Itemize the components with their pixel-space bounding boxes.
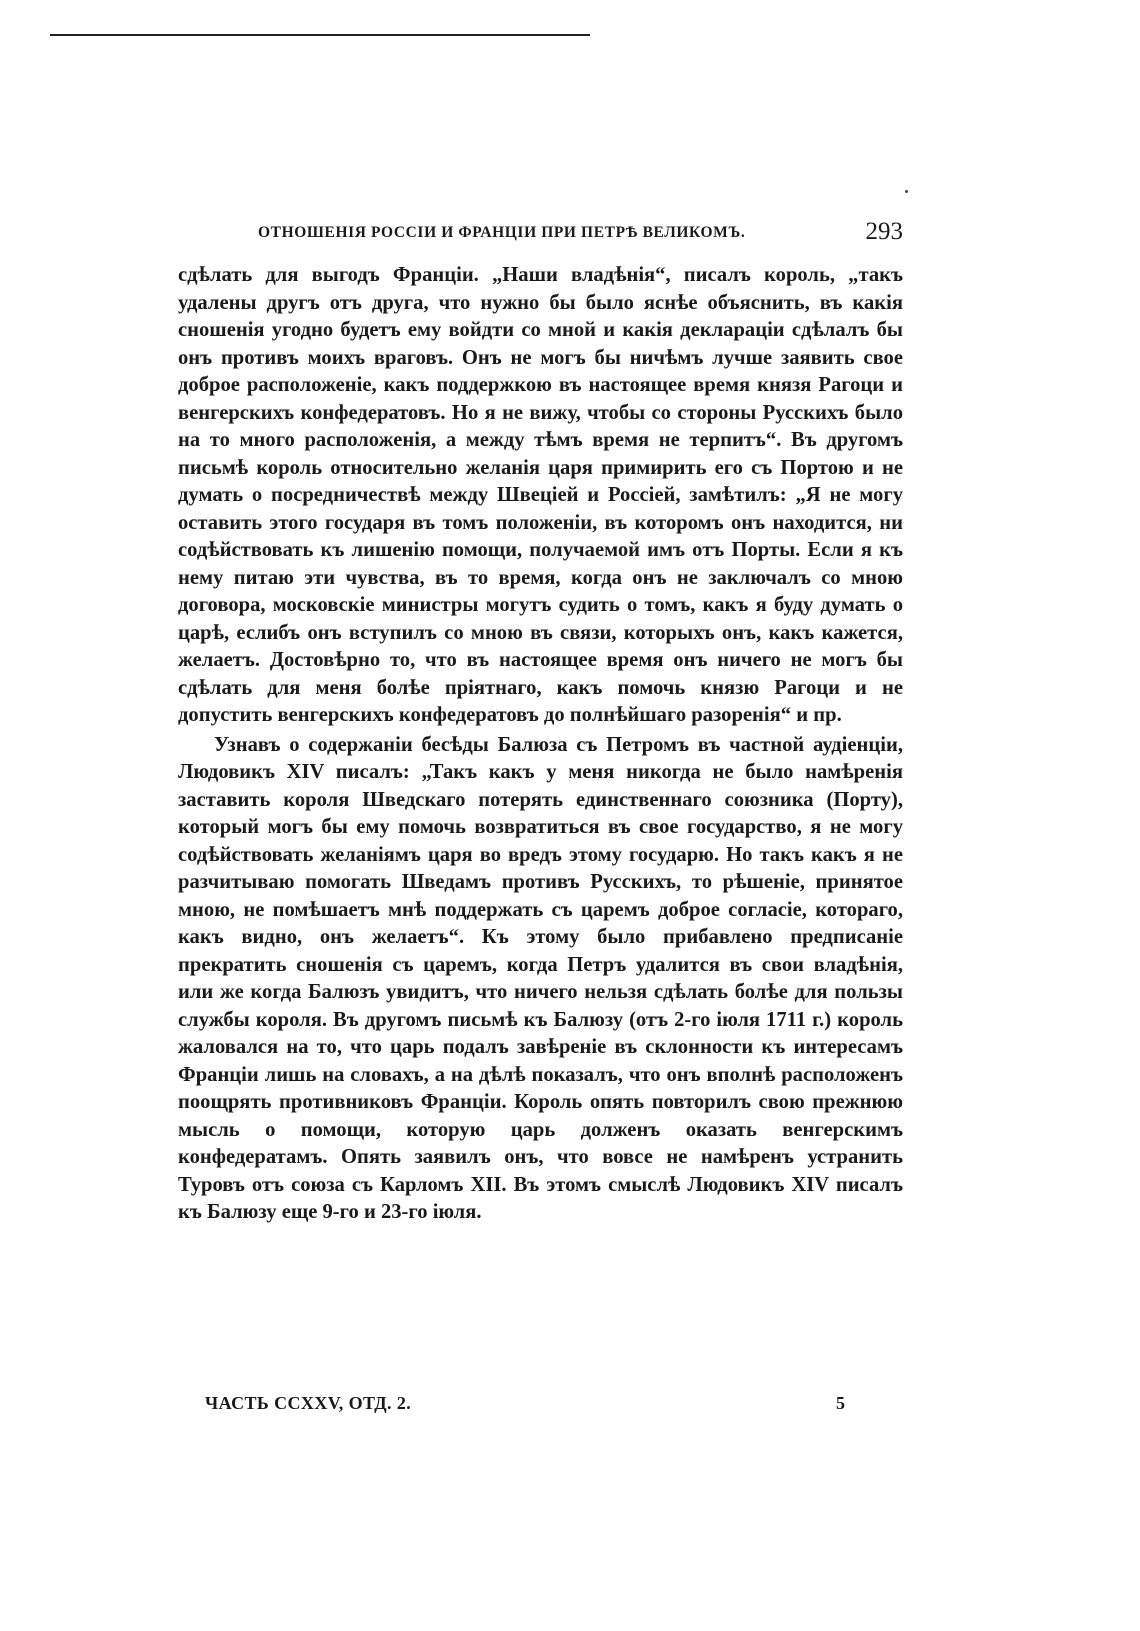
top-rule	[50, 34, 590, 36]
running-head: ОТНОШЕНІЯ РОССІИ И ФРАНЦІИ ПРИ ПЕТРѢ ВЕЛИКОМЪ.	[258, 224, 746, 241]
page-number: 293	[865, 218, 903, 245]
signature-mark: 5	[836, 1393, 845, 1413]
page-header	[178, 218, 903, 248]
page-footer	[205, 1393, 845, 1423]
body-text	[178, 262, 903, 1227]
paragraph: сдѣлать для выгодъ Франціи. „Наши владѣнія“, писалъ король, „такъ удалены другъ отъ друга, что нужно бы было яснѣе объяснить, въ какія сношенія угодно будетъ ему войдти со мной и какія деклараціи сдѣлалъ бы онъ противъ моихъ враговъ. Онъ не могъ бы ничѣмъ лучше заявить свое доброе расположеніе, какъ поддержкою въ настоящее время князя Рагоци и венгерскихъ конфедератовъ. Но я не вижу, чтобы со стороны Русскихъ было на то много расположенія, а между тѣмъ время не терпитъ“. Въ другомъ письмѣ король относительно желанія царя примирить его съ Портою и не думать о посредничествѣ между Швеціей и Россіей, замѣтилъ: „Я не могу оставить этого государя въ томъ положеніи, въ которомъ онъ находится, ни содѣйствовать къ лишенію помощи, получаемой имъ отъ Порты. Если я къ нему питаю эти чувства, въ то время, когда онъ не заключалъ со мною договора, московскіе министры могутъ судить о томъ, какъ я буду думать о царѣ, еслибъ онъ вступилъ со мною въ связи, которыхъ онъ, какъ кажется, желаетъ. Достовѣрно то, что въ настоящее время онъ ничего не могъ бы сдѣлать для меня болѣе пріятнаго, какъ помочь князю Рагоци и не допустить венгерскихъ конфедератовъ до полнѣйшаго разоренія“ и пр.	[178, 264, 903, 726]
printer-signature: ЧАСТЬ CCXXV, ОТД. 2.	[205, 1393, 412, 1413]
stray-mark	[905, 190, 908, 193]
paragraph: Узнавъ о содержаніи бесѣды Балюза съ Петромъ въ частной аудіенціи, Людовикъ XIV писалъ: „Такъ какъ у меня никогда не было намѣренія заставить короля Шведскаго потерять единственнаго союзника (Порту), который могъ бы ему помочь возвратиться въ свое государство, я не могу содѣйствовать желаніямъ царя во вредъ этому государю. Но такъ какъ я не разчитываю помогать Шведамъ противъ Русскихъ, то рѣшеніе, принятое мною, не помѣшаетъ мнѣ поддержать съ царемъ доброе согласіе, котораго, какъ видно, онъ желаетъ“. Къ этому было прибавлено предписаніе прекратить сношенія съ царемъ, когда Петръ удалится въ свои владѣнія, или же когда Балюзъ увидитъ, что ничего нельзя сдѣлать болѣе для пользы службы короля. Въ другомъ письмѣ къ Балюзу (отъ 2-го іюля 1711 г.) король жаловался на то, что царь подалъ завѣреніе въ склонности къ интересамъ Франціи лишь на словахъ, а на дѣлѣ показалъ, что онъ вполнѣ расположенъ поощрять противниковъ Франціи. Король опять повторилъ свою прежнюю мысль о помощи, которую царь долженъ оказать венгерскимъ конфедератамъ. Опять заявилъ онъ, что вовсе не намѣренъ устранить Туровъ отъ союза съ Карломъ XII. Въ этомъ смыслѣ Людовикъ XIV писалъ къ Балюзу еще 9-го и 23-го іюля.	[178, 733, 903, 1223]
